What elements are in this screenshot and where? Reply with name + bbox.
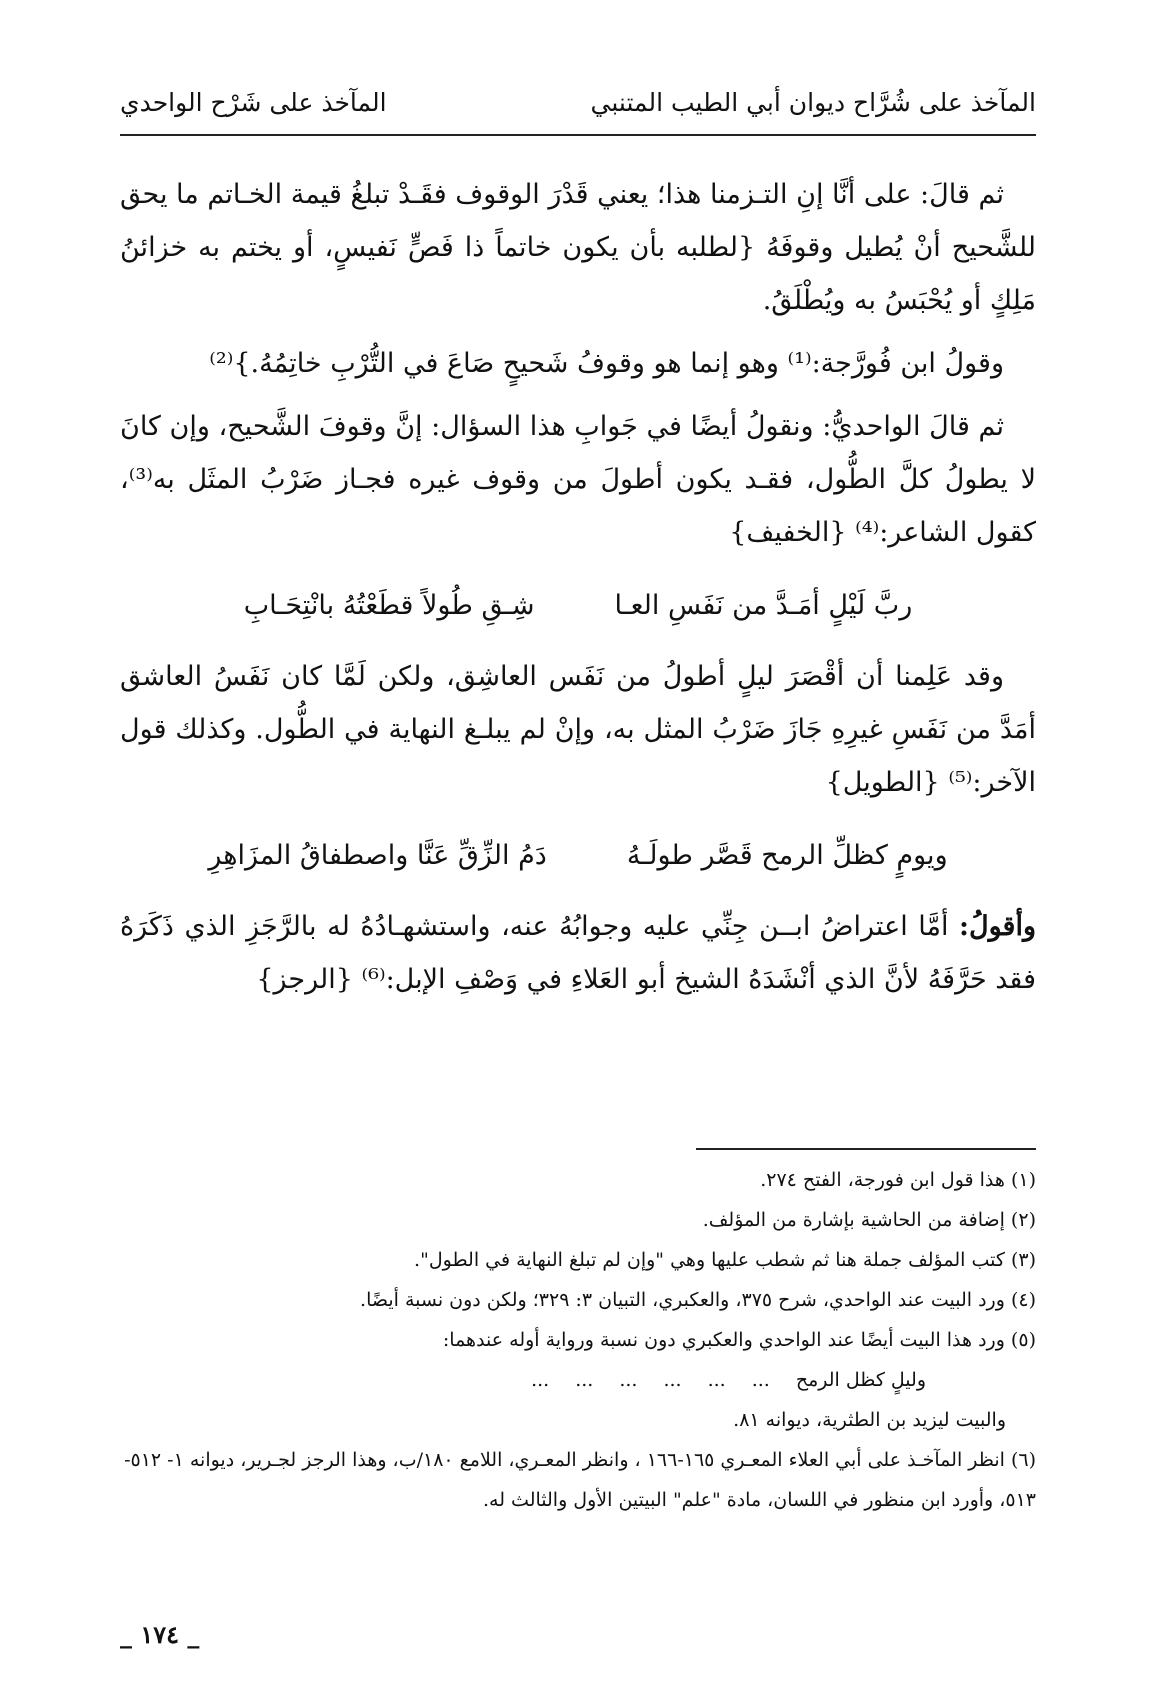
footnote-1: (١) هذا قول ابن فورجة، الفتح ٢٧٤. (760, 1169, 1036, 1191)
verse-1-second-hemistich: شِـقِ طُولاً قطَعْتُهُ بانْتِحَـابِ (243, 590, 535, 621)
paragraph-5-text: أمَّا اعتراضُ ابــن جِنِّي عليه وجوابُهُ عنه، واستشهـادُهُ له بالرَّجَزِ الذي ذَكَرَهُ فقد حَرَّفَهُ لأنَّ الذي أنْشَدَهُ الشيخ أبو العَلاءِ في وَصْفِ الإبل:⁽⁶⁾ {الرجز} (120, 911, 1036, 995)
footnote-5-verse-start: وليلٍ كظل الرمح (795, 1369, 926, 1391)
footnote-5-source: والبيت ليزيد بن الطثرية، ديوانه ٨١. (733, 1409, 1006, 1431)
ellipsis: ... (663, 1369, 682, 1391)
paragraph-1: ثم قالَ: على أنَّا إنِ التـزمنا هذا؛ يعني قَدْرَ الوقوف فقَـدْ تبلغُ قيمة الخـاتم ما يحق للشَّحيح أنْ يُطيل وقوفَهُ {لطلبه بأن يكون خاتماً ذا فَصٍّ نَفيسٍ، أو يختم به خزائنُ مَلِكٍ أو يُحْبَسُ به ويُطْلَقُ. (120, 179, 1036, 316)
verse-2-first-hemistich: ويومٍ كظلِّ الرمح قَصَّر طولَـهُ (626, 840, 948, 871)
ellipsis: ... (531, 1369, 550, 1391)
paragraph-3: ثم قالَ الواحديُّ: ونقولُ أيضًا في جَوابِ هذا السؤال: إنَّ وقوفَ الشَّحيح، وإن كانَ لا يطولُ كلَّ الطُّول، فقـد يكون أطولَ من وقوف غيره فجـاز ضَرْبُ المثَل به⁽³⁾، كقول الشاعر:⁽⁴⁾ {الخفيف} (120, 411, 1037, 548)
footnote-3: (٣) كتب المؤلف جملة هنا ثم شطب عليها وهي "وإن لم تبلغ النهاية في الطول". (414, 1249, 1036, 1271)
paragraph-2: وقولُ ابن فُورَّجة:⁽¹⁾ وهو إنما هو وقوفُ شَحيحٍ صَاعَ في التُّرْبِ خاتِمُهُ.}⁽²⁾ (209, 348, 1004, 379)
footnotes (120, 1160, 1036, 1520)
paragraph-4: وقد عَلِمنا أن أقْصَرَ ليلٍ أطولُ من نَفَس العاشِق، ولكن لَمَّا كان نَفَسُ العاشق أمَدَّ من نَفَسِ غيرِهِ جَازَ ضَرْبُ المثل به، وإنْ لم يبلـغ النهاية في الطُّول. وكذلك قول الآخر:⁽⁵⁾ {الطويل} (120, 661, 1036, 798)
ellipsis: ... (575, 1369, 594, 1391)
ellipsis: ... (707, 1369, 726, 1391)
page-number: _ ١٧٤ _ (120, 1620, 200, 1649)
main-text (120, 168, 1036, 1016)
footnote-4: (٤) ورد البيت عند الواحدي، شرح ٣٧٥، والعكبري، التبيان ٣: ٣٢٩؛ ولكن دون نسبة أيضًا. (360, 1289, 1036, 1311)
verse-1 (120, 579, 1036, 632)
book-title: المآخذ على شُرَّاح ديوان أبي الطيب المتنبي (590, 88, 1036, 117)
ellipsis: ... (751, 1369, 770, 1391)
footnote-rule (696, 1148, 1036, 1150)
verse-2 (120, 829, 1036, 882)
footnote-2: (٢) إضافة من الحاشية بإشارة من المؤلف. (702, 1209, 1036, 1231)
footnote-6: (٦) انظر المآخـذ على أبي العلاء المعـري ١٦٥-١٦٦ ، وانظر المعـري، اللامع ١٨٠/ب، وهذا الرجز لجـرير، ديوانه ١- ٥١٢- ٥١٣، وأورد ابن منظور في اللسان، مادة "علم" البيتين الأول والثالث له. (124, 1449, 1036, 1511)
paragraph-5 (120, 900, 1036, 1006)
footnote-5: (٥) ورد هذا البيت أيضًا عند الواحدي والعكبري دون نسبة ورواية أوله عندهما: (442, 1329, 1036, 1351)
footnote-5-verse (120, 1360, 1036, 1400)
ellipsis: ... (619, 1369, 638, 1391)
paragraph-5-lead: وأقولُ: (959, 911, 1036, 942)
chapter-title: المآخذ على شَرْح الواحدي (120, 88, 387, 117)
verse-2-second-hemistich: دَمُ الزِّقِّ عَنَّا واصطفاقُ المزَاهِرِ (208, 840, 547, 871)
running-header (120, 88, 1036, 128)
header-rule (120, 134, 1036, 136)
verse-1-first-hemistich: ربَّ لَيْلٍ أمَـدَّ من نَفَسِ العـا (614, 590, 913, 621)
